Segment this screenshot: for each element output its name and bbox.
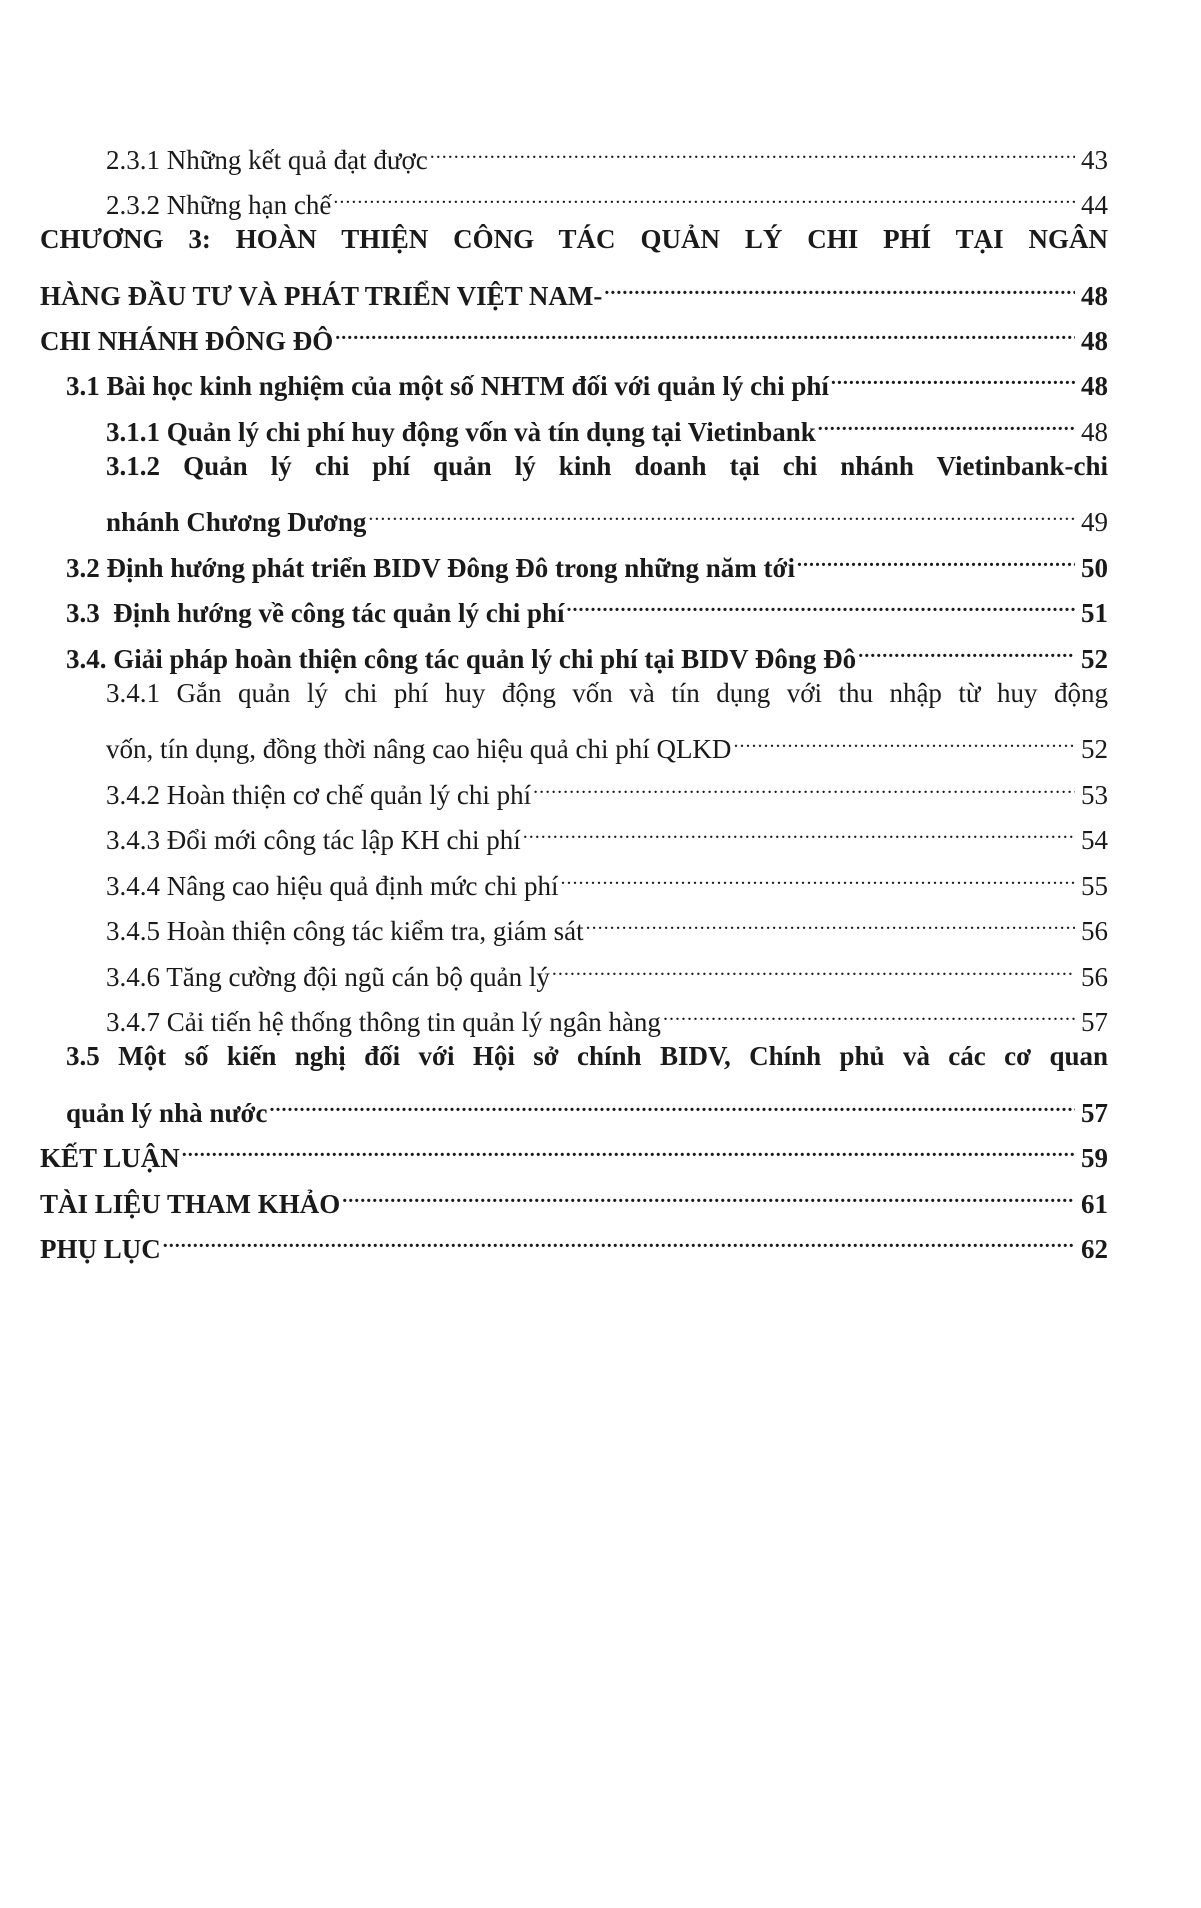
dot-leader [818, 401, 1075, 441]
dot-leader [604, 265, 1075, 305]
toc-entry-title: vốn, tín dụng, đồng thời nâng cao hiệu quả chi phí QLKD [106, 734, 732, 764]
toc-entry-page: 43 [1081, 145, 1108, 175]
toc-entry-3-4-1-line-1[interactable] [106, 673, 1108, 713]
toc-entry-title: 3.4.7 Cải tiến hệ thống thông tin quản lý ngân hàng [106, 1007, 661, 1037]
toc-entry-title: 3.4.3 Đổi mới công tác lập KH chi phí [106, 825, 521, 855]
toc-entry-chi-nhanh-dong-do[interactable] [40, 310, 1108, 356]
dot-leader [586, 900, 1075, 940]
dot-leader [335, 310, 1075, 350]
toc-entry-title: 3.4.5 Hoàn thiện công tác kiểm tra, giám sát [106, 916, 584, 946]
dot-leader [552, 946, 1075, 986]
toc-entry-2-3-1[interactable] [106, 129, 1108, 175]
toc-entry-title: 3.4. Giải pháp hoàn thiện công tác quản lý chi phí tại BIDV Đông Đô [66, 644, 857, 674]
toc-entry-title: 3.4.4 Nâng cao hiệu quả định mức chi phí [106, 871, 559, 901]
toc-entry-title: quản lý nhà nước [66, 1098, 268, 1128]
dot-leader [342, 1173, 1075, 1213]
toc-entry-3-1-1[interactable] [106, 401, 1108, 447]
toc-entry-title: 3.3 Định hướng về công tác quản lý chi phí [66, 598, 565, 628]
toc-entry-3-1[interactable] [66, 355, 1108, 401]
toc-entry-page: 48 [1081, 417, 1108, 447]
toc-entry-title: 3.1.2 Quản lý chi phí quản lý kinh doanh tại chi nhánh Vietinbank-chi [106, 451, 1108, 481]
toc-entry-3-4-2[interactable] [106, 764, 1108, 810]
toc-entry-page: 56 [1081, 962, 1108, 992]
dot-leader [797, 537, 1075, 577]
toc-entry-3-4-6[interactable] [106, 946, 1108, 992]
toc-entry-page: 52 [1081, 734, 1108, 764]
toc-entry-3-4-3[interactable] [106, 809, 1108, 855]
toc-entry-title: CHƯƠNG 3: HOÀN THIỆN CÔNG TÁC QUẢN LÝ CHI PHÍ TẠI NGÂN [40, 224, 1108, 254]
toc-entry-title: 3.1.1 Quản lý chi phí huy động vốn và tín dụng tại Vietinbank [106, 417, 816, 447]
dot-leader [333, 174, 1075, 214]
toc-entry-page: 49 [1081, 507, 1108, 537]
toc-entry-title: 3.5 Một số kiến nghị đối với Hội sở chính BIDV, Chính phủ và các cơ quan [66, 1041, 1108, 1071]
dot-leader [430, 129, 1075, 169]
toc-entry-3-4-5[interactable] [106, 900, 1108, 946]
dot-leader [523, 809, 1075, 849]
toc-entry-title: 3.4.1 Gắn quản lý chi phí huy động vốn và tín dụng với thu nhập từ huy động [106, 678, 1108, 708]
toc-entry-title: CHI NHÁNH ĐÔNG ĐÔ [40, 326, 334, 356]
dot-leader [663, 991, 1075, 1031]
toc-entry-3-3[interactable] [66, 582, 1108, 628]
toc-entry-page: 54 [1081, 825, 1108, 855]
dot-leader [270, 1082, 1076, 1122]
toc-entry-page: 61 [1081, 1189, 1108, 1219]
dot-leader [733, 718, 1075, 758]
toc-entry-page: 51 [1081, 598, 1108, 628]
toc-entry-3-1-2-line-1[interactable] [106, 446, 1108, 486]
toc-entry-2-3-2[interactable] [106, 174, 1108, 220]
toc-entry-title: TÀI LIỆU THAM KHẢO [40, 1189, 341, 1219]
toc-entry-page: 56 [1081, 916, 1108, 946]
toc-entry-title: HÀNG ĐẦU TƯ VÀ PHÁT TRIỂN VIỆT NAM- [40, 281, 603, 311]
toc-entry-title: 3.1 Bài học kinh nghiệm của một số NHTM đối với quản lý chi phí [66, 371, 829, 401]
toc-entry-title: 2.3.1 Những kết quả đạt được [106, 145, 428, 175]
dot-leader [533, 764, 1075, 804]
toc-entry-page: 48 [1081, 326, 1108, 356]
toc-entry-chapter-3-line-1[interactable] [40, 219, 1108, 259]
toc-entry-title: 2.3.2 Những hạn chế [106, 190, 332, 220]
toc-entry-page: 55 [1081, 871, 1108, 901]
toc-entry-3-4-7[interactable] [106, 991, 1108, 1037]
dot-leader [163, 1218, 1075, 1258]
toc-entry-3-1-2-line-2[interactable] [106, 491, 1108, 537]
toc-entry-page: 48 [1081, 281, 1108, 311]
toc-entry-3-5-line-2[interactable] [66, 1082, 1108, 1128]
toc-entry-title: 3.2 Định hướng phát triển BIDV Đông Đô trong những năm tới [66, 553, 795, 583]
toc-entry-title: KẾT LUẬN [40, 1143, 180, 1173]
toc-entry-title: nhánh Chương Dương [106, 507, 367, 537]
toc-entry-page: 59 [1081, 1143, 1108, 1173]
dot-leader [858, 628, 1075, 668]
dot-leader [561, 855, 1075, 895]
toc-entry-page: 48 [1081, 371, 1108, 401]
toc-entry-title: 3.4.6 Tăng cường đội ngũ cán bộ quản lý [106, 962, 550, 992]
dot-leader [567, 582, 1075, 622]
toc-entry-chapter-3-line-2[interactable] [40, 265, 1108, 311]
toc-entry-page: 57 [1081, 1098, 1108, 1128]
toc-entry-page: 52 [1081, 644, 1108, 674]
toc-entry-page: 57 [1081, 1007, 1108, 1037]
toc-entry-page: 53 [1081, 780, 1108, 810]
toc-entry-ket-luan[interactable] [40, 1127, 1108, 1173]
toc-entry-page: 62 [1081, 1234, 1108, 1264]
toc-entry-title: PHỤ LỤC [40, 1234, 161, 1264]
toc-entry-3-2[interactable] [66, 537, 1108, 583]
dot-leader [831, 355, 1075, 395]
toc-entry-3-5-line-1[interactable] [66, 1036, 1108, 1076]
toc-entry-title: 3.4.2 Hoàn thiện cơ chế quản lý chi phí [106, 780, 532, 810]
dot-leader [368, 491, 1075, 531]
toc-entry-3-4-4[interactable] [106, 855, 1108, 901]
toc-entry-page: 44 [1081, 190, 1108, 220]
toc-entry-tai-lieu-tham-khao[interactable] [40, 1173, 1108, 1219]
dot-leader [182, 1127, 1075, 1167]
toc-entry-phu-luc[interactable] [40, 1218, 1108, 1264]
toc-entry-page: 50 [1081, 553, 1108, 583]
toc-entry-3-4-1-line-2[interactable] [106, 718, 1108, 764]
toc-entry-3-4[interactable] [66, 628, 1108, 674]
